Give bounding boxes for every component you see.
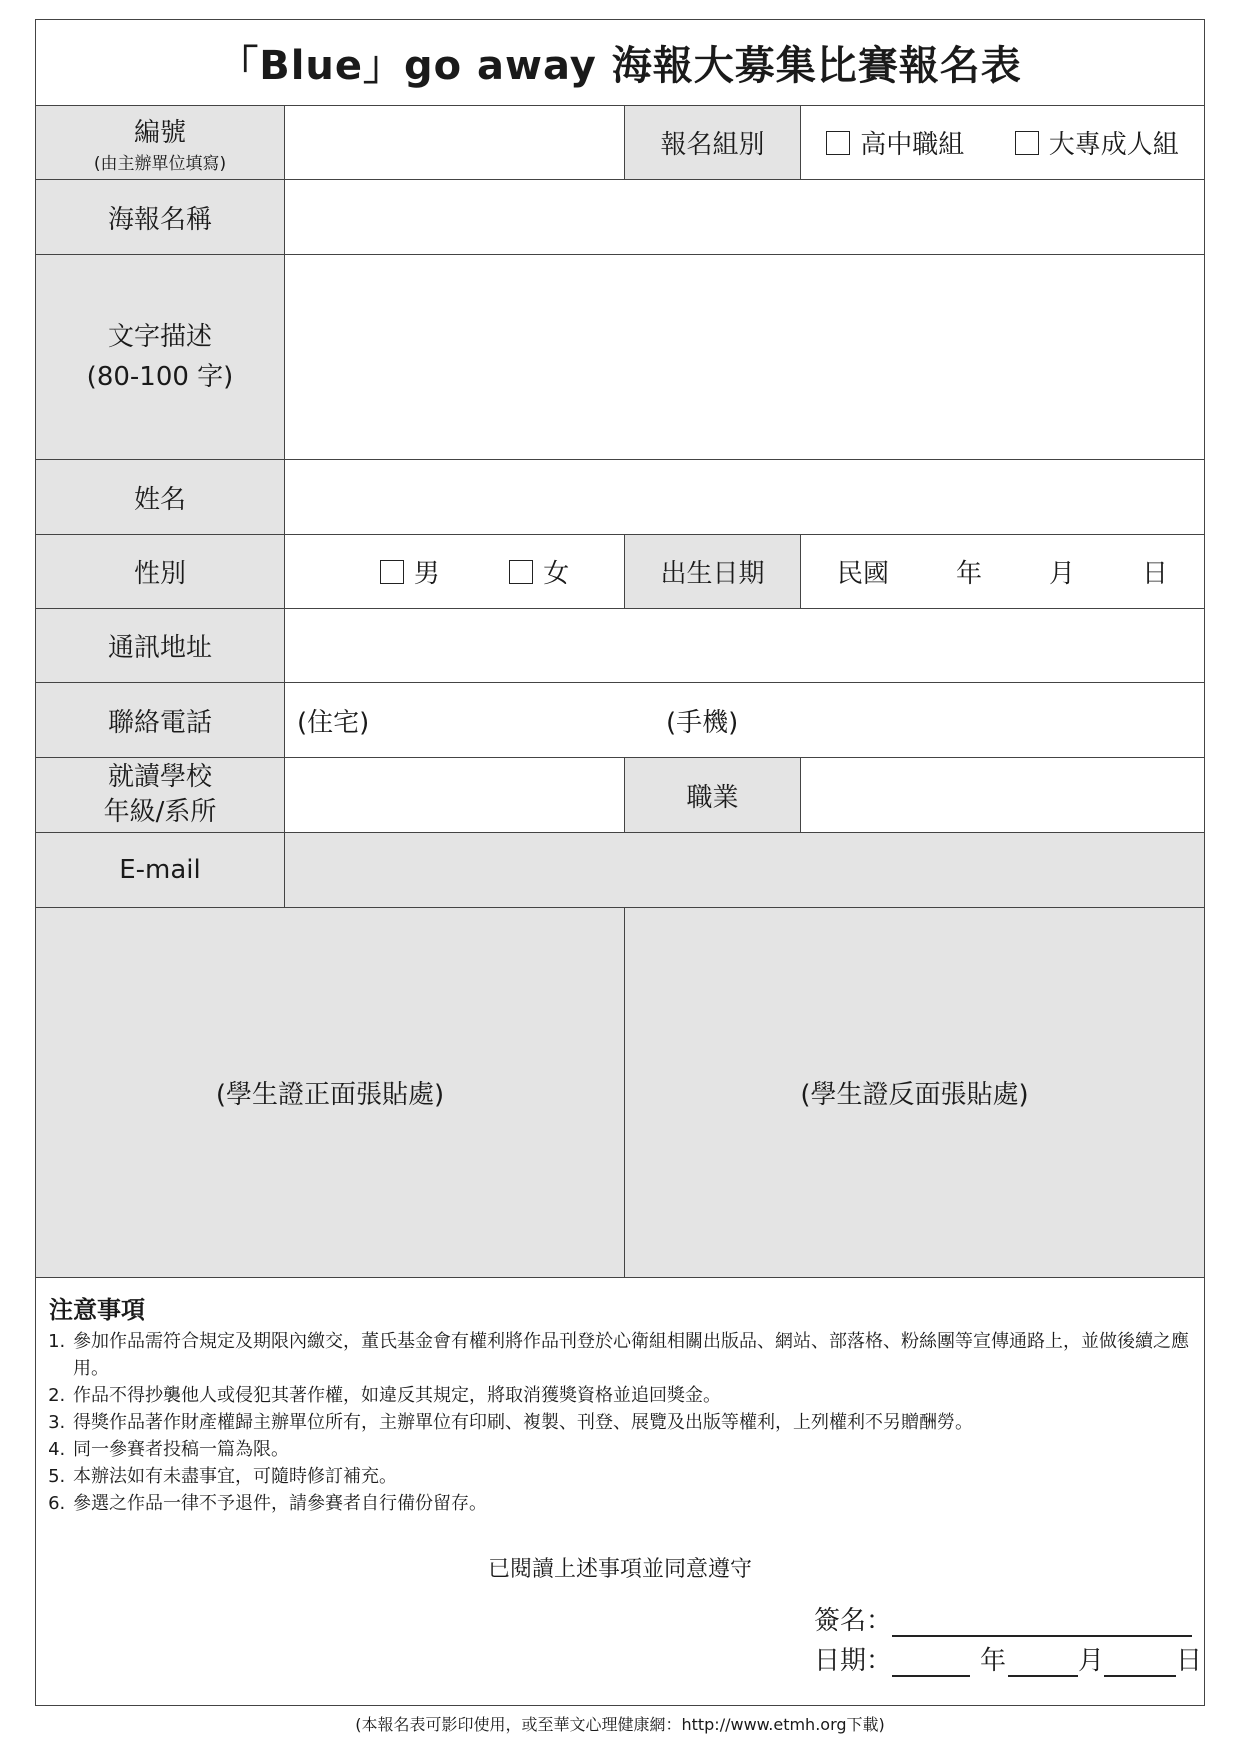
date-month-field[interactable] (1008, 1647, 1078, 1677)
date-day-field[interactable] (1104, 1647, 1176, 1677)
serial-label-cell (36, 106, 284, 179)
gender-option-female[interactable] (509, 553, 569, 590)
description-note: (80-100 字) (86, 362, 234, 392)
gender-label: 性別 (36, 535, 284, 608)
phone-home-label: (住宅) (297, 707, 370, 738)
title-row (36, 20, 1204, 106)
date-month-label: 月 (1078, 1646, 1105, 1676)
footer-note: (本報名表可影印使用，或至華文心理健康網：http://www.etmh.org下載) (355, 1715, 885, 1734)
option-label: 大專成人組 (1048, 130, 1179, 160)
school-field[interactable] (284, 758, 624, 832)
registration-form (35, 19, 1205, 1706)
description-label-cell (36, 255, 284, 459)
category-options (800, 106, 1204, 179)
phone-mobile-field[interactable] (624, 683, 1204, 757)
serial-note: (由主辦單位填寫) (93, 153, 227, 174)
description-row (36, 255, 1204, 460)
school-row (36, 758, 1204, 833)
serial-field (284, 106, 624, 179)
signature-line (814, 1600, 1192, 1637)
serial-row (36, 106, 1204, 180)
phone-row (36, 683, 1204, 758)
email-field[interactable] (284, 833, 1204, 907)
id-card-back-area: (學生證反面張貼處) (624, 908, 1204, 1277)
name-label: 姓名 (36, 460, 284, 534)
date-line (814, 1640, 1202, 1677)
option-label: 高中職組 (860, 130, 965, 160)
id-card-front-area: (學生證正面張貼處) (36, 908, 624, 1277)
notes-item: 4. 同一參賽者投稿一篇為限。 (71, 1436, 1211, 1463)
option-label: 女 (543, 559, 570, 589)
birth-era: 民國 (837, 559, 890, 589)
birth-field[interactable] (800, 535, 1204, 608)
notes-list (49, 1328, 1211, 1517)
birth-day: 日 (1141, 559, 1168, 589)
birth-month: 月 (1048, 559, 1075, 589)
poster-name-label: 海報名稱 (36, 180, 284, 254)
category-option-adult[interactable] (1015, 124, 1179, 161)
date-year-field[interactable] (892, 1647, 970, 1677)
description-field[interactable] (284, 255, 1204, 459)
notes-item: 3. 得獎作品著作財產權歸主辦單位所有，主辦單位有印刷、複製、刊登、展覽及出版等權利，上列權利不另贈酬勞。 (71, 1409, 1211, 1436)
grade-label: 年級/系所 (103, 797, 217, 827)
notes-section (36, 1278, 1204, 1705)
checkbox[interactable] (1015, 131, 1039, 155)
email-row (36, 833, 1204, 908)
gender-option-male[interactable] (380, 553, 440, 590)
poster-name-field[interactable] (284, 180, 1204, 254)
address-field[interactable] (284, 609, 1204, 682)
date-day-label: 日 (1176, 1646, 1203, 1676)
gender-row (36, 535, 1204, 609)
school-label: 就讀學校 (107, 762, 212, 792)
phone-label: 聯絡電話 (36, 683, 284, 757)
notes-item: 2. 作品不得抄襲他人或侵犯其著作權，如違反其規定，將取消獲獎資格並追回獎金。 (71, 1382, 1211, 1409)
notes-item: 1. 參加作品需符合規定及期限內繳交，董氏基金會有權利將作品刊登於心衛組相關出版品、網站、部落格、粉絲團等宣傳通路上，並做後續之應用。 (71, 1328, 1211, 1382)
agreement-text: 已閱讀上述事項並同意遵守 (487, 1557, 752, 1582)
gender-options (284, 535, 624, 608)
page-title: 「Blue」go away 海報大募集比賽報名表 (218, 43, 1022, 89)
notes-heading: 注意事項 (49, 1296, 145, 1324)
school-label-cell (36, 758, 284, 832)
checkbox[interactable] (826, 131, 850, 155)
signature-label: 簽名： (814, 1606, 893, 1636)
checkbox[interactable] (509, 560, 533, 584)
name-row (36, 460, 1204, 535)
birth-label: 出生日期 (624, 535, 800, 608)
description-label: 文字描述 (107, 322, 212, 352)
option-label: 男 (413, 559, 440, 589)
notes-item: 5. 本辦法如有未盡事宜，可隨時修訂補充。 (71, 1463, 1211, 1490)
category-option-highschool[interactable] (826, 124, 964, 161)
address-label: 通訊地址 (36, 609, 284, 682)
category-label: 報名組別 (624, 106, 800, 179)
birth-year: 年 (955, 559, 982, 589)
address-row (36, 609, 1204, 683)
occupation-field[interactable] (800, 758, 1204, 832)
occupation-label: 職業 (624, 758, 800, 832)
email-label: E-mail (36, 833, 284, 907)
notes-item: 6. 參選之作品一律不予退件，請參賽者自行備份留存。 (71, 1490, 1211, 1517)
poster-name-row (36, 180, 1204, 255)
date-label: 日期： (814, 1646, 893, 1676)
serial-label: 編號 (133, 117, 186, 148)
phone-mobile-label: (手機) (666, 707, 739, 738)
phone-home-field[interactable] (284, 683, 624, 757)
date-year-label: 年 (980, 1646, 1007, 1676)
signature-field[interactable] (892, 1607, 1192, 1637)
checkbox[interactable] (380, 560, 404, 584)
name-field[interactable] (284, 460, 1204, 534)
id-card-row (36, 908, 1204, 1278)
